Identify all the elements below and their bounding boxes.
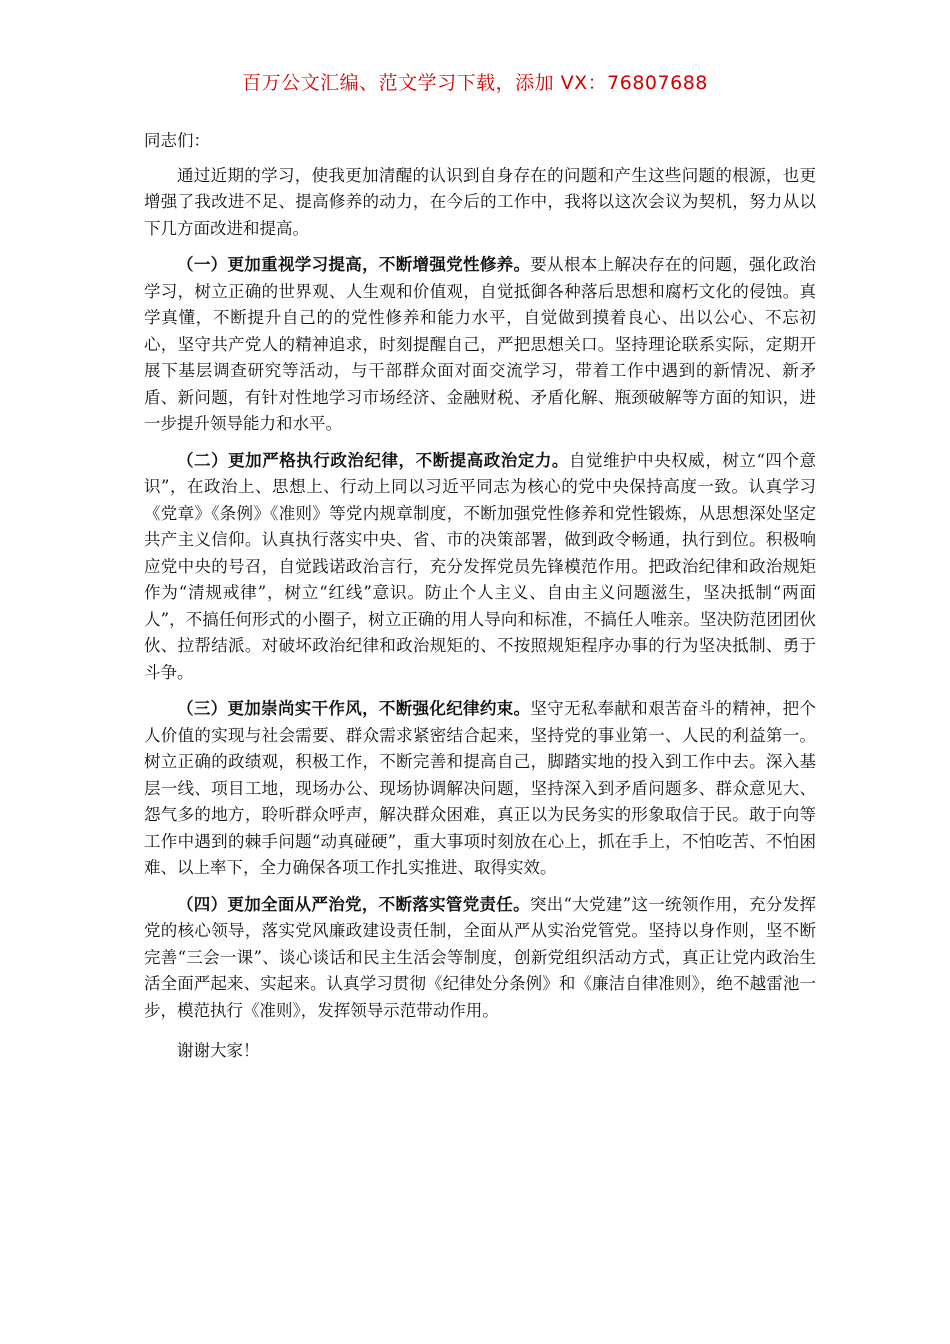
section-paragraph bbox=[144, 252, 816, 438]
section-body: 突出“大党建”这一统领作用，充分发挥党的核心领导，落实党风廉政建设责任制，全面从严从实治党管党。坚持以身作则，坚不断完善“三会一课”、谈心谈话和民主生活会等制度，创新党组织活动方式，真正让党内政治生活全面严起来、实起来。认真学习贯彻《纪律处分条例》和《廉洁自律准则》，绝不越雷池一步，模范执行《准则》，发挥领导示范带动作用。 bbox=[144, 894, 817, 1020]
section-heading: （二）更加严格执行政治纪律，不断提高政治定力。 bbox=[177, 450, 569, 470]
section-heading: （三）更加崇尚实干作风，不断强化纪律约束。 bbox=[177, 699, 531, 718]
salutation: 同志们： bbox=[144, 131, 210, 150]
section-paragraph bbox=[144, 448, 816, 687]
section-heading: （一）更加重视学习提高，不断增强党性修养。 bbox=[177, 255, 531, 274]
document-body bbox=[144, 128, 816, 1065]
section-heading: （四）更加全面从严治党，不断落实管党责任。 bbox=[177, 894, 530, 914]
intro-paragraph: 通过近期的学习，使我更加清醒的认识到自身存在的问题和产生这些问题的根源，也更增强了我改进不足、提高修养的动力，在今后的工作中，我将以这次会议为契机，努力从以下几方面改进和提高。 bbox=[144, 165, 816, 238]
section-paragraph bbox=[144, 892, 816, 1025]
section-body: 坚守无私奉献和艰苦奋斗的精神，把个人价值的实现与社会需要、群众需求紧密结合起来，坚持党的事业第一、人民的利益第一。树立正确的政绩观，积极工作，不断完善和提高自己，脚踏实地的投入到工作中去。深入基层一线、项目工地，现场办公、现场协调解决问题，坚持深入到矛盾问题多、群众意见大、怨气多的地方，聆听群众呼声，解决群众困难，真正以为民务实的形象取信于民。敢于向等工作中遇到的棘手问题“动真碰硬”，重大事项时刻放在心上，抓在手上，不怕吃苦、不怕困难、以上率下，全力确保各项工作扎实推进、取得实效。 bbox=[144, 699, 817, 877]
section-body: 自觉维护中央权威，树立“四个意识”，在政治上、思想上、行动上同以习近平同志为核心的党中央保持高度一致。认真学习《党章》《条例》《准则》等党内规章制度，不断加强党性修养和党性锻炼，从思想深处坚定共产主义信仰。认真执行落实中央、省、市的决策部署，做到政令畅通，执行到位。积极响应党中央的号召，自觉践诺政治言行，充分发挥党员先锋模范作用。把政治纪律和政治规矩作为“清规戒律”，树立“红线”意识。防止个人主义、自由主义问题滋生，坚决抵制“两面人”，不搞任何形式的小圈子，树立正确的用人导向和标准，不搞任人唯亲。坚决防范团团伙伙、拉帮结派。对破坏政治纪律和政治规矩的、不按照规矩程序办事的行为坚决抵制、勇于斗争。 bbox=[144, 450, 817, 682]
closing-line: 谢谢大家！ bbox=[177, 1041, 260, 1060]
header-banner: 百万公文汇编、范文学习下载，添加 VX：76807688 bbox=[242, 72, 708, 94]
section-paragraph bbox=[144, 696, 816, 882]
section-body: 要从根本上解决存在的问题，强化政治学习，树立正确的世界观、人生观和价值观，自觉抵御各种落后思想和腐朽文化的侵蚀。真学真懂，不断提升自己的的党性修养和能力水平，自觉做到摸着良心、出以公心、不忘初心，坚守共产党人的精神追求，时刻提醒自己，严把思想关口。坚持理论联系实际，定期开展下基层调查研究等活动，与干部群众面对面交流学习，带着工作中遇到的新情况、新矛盾、新问题，有针对性地学习市场经济、金融财税、矛盾化解、瓶颈破解等方面的知识，进一步提升领导能力和水平。 bbox=[144, 255, 817, 433]
